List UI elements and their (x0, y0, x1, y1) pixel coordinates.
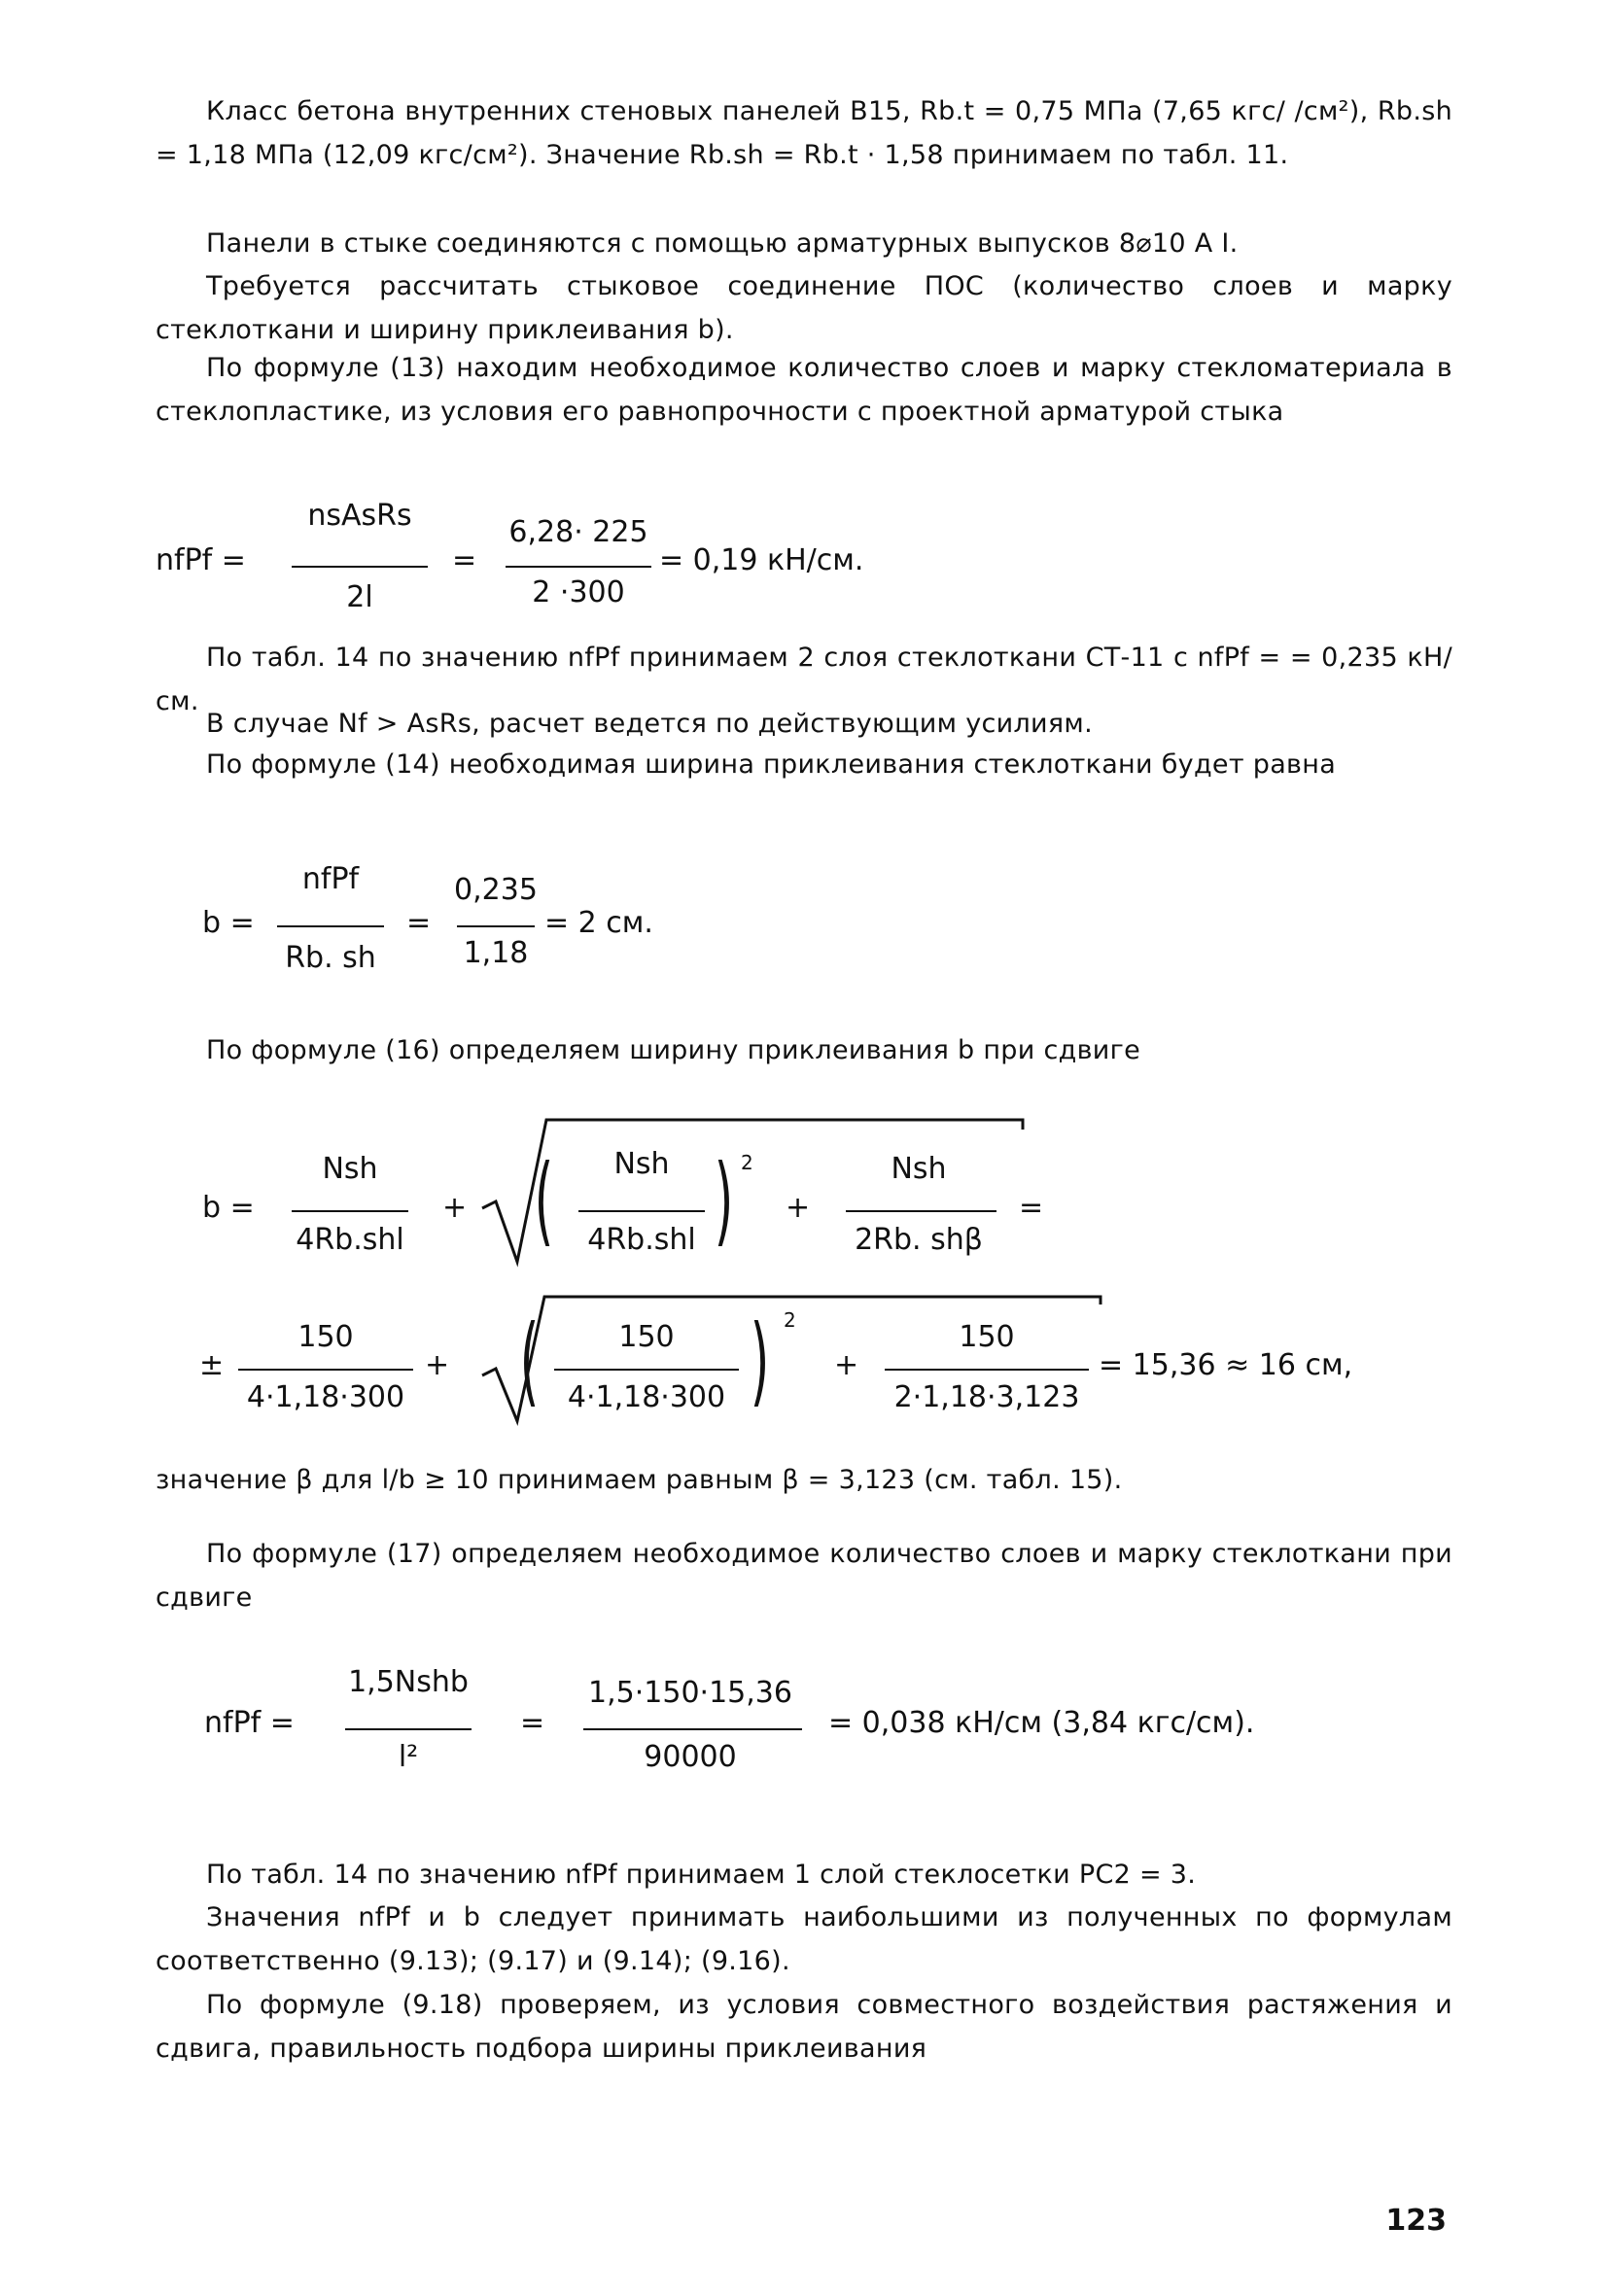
formula5-lhs: nfPf = (204, 1706, 295, 1740)
formula2-den-val: 1,18 (463, 936, 529, 970)
formula4-plus: + (425, 1348, 450, 1382)
formula5-bar-val (583, 1728, 802, 1730)
formula2-lhs: b = (202, 906, 255, 940)
paragraph-table-14: По табл. 14 по значению nfPf принимаем 2 слоя стеклоткани СТ-11 с nfPf = = 0,235 кН/см. (156, 643, 1452, 716)
formula3-eq: = (1019, 1191, 1044, 1225)
formula3-n2: Nsh (613, 1147, 670, 1181)
paragraph-table-14-mesh: По табл. 14 по значению nfPf принимаем 1 слой стеклосетки РС2 = 3. (206, 1860, 1197, 1890)
formula4-bar3 (885, 1369, 1089, 1371)
formula3-lparen: ( (534, 1143, 554, 1257)
paragraph-max-values: Значения nfPf и b следует принимать наибольшими из полученных по формулам соответственно (9.13); (9.17) и (9.14); (9.16). (156, 1902, 1452, 1976)
formula2-bar-sym (277, 925, 384, 927)
formula3-lhs: b = (202, 1191, 255, 1225)
formula5-num-sym: 1,5Nshb (348, 1665, 469, 1699)
formula1-den-val: 2 ·300 (532, 575, 625, 609)
formula4-n1: 150 (297, 1320, 354, 1354)
formula3-bar2 (578, 1210, 705, 1212)
paragraph-formula-17: По формуле (17) определяем необходимое количество слоев и марку стеклоткани при сдвиге (156, 1539, 1452, 1613)
formula3-rparen: ) (714, 1143, 734, 1257)
formula4-pow: 2 (784, 1308, 796, 1332)
formula2-bar-val (457, 925, 535, 927)
formula3-pow: 2 (741, 1151, 753, 1174)
formula1-lhs: nfPf = (156, 543, 246, 577)
formula3-bar1 (292, 1210, 408, 1212)
formula1-num-val: 6,28· 225 (508, 515, 648, 549)
formula2-den-sym: Rb. sh (285, 941, 376, 975)
formula5-den-val: 90000 (644, 1740, 737, 1774)
formula3-d2: 4Rb.shl (587, 1223, 696, 1257)
formula4-lparen: ( (519, 1304, 540, 1417)
formula3-bar3 (846, 1210, 996, 1212)
formula2-result: = 2 см. (544, 906, 653, 940)
formula4-d2: 4·1,18·300 (567, 1380, 726, 1414)
page-number: 123 (1385, 2204, 1447, 2238)
formula1-bar-sym (292, 566, 428, 568)
formula3-plus: + (442, 1191, 468, 1225)
formula5-bar-sym (345, 1728, 472, 1730)
paragraph-beta-value: значение β для l/b ≥ 10 принимаем равным β = 3,123 (см. табл. 15). (156, 1465, 1123, 1495)
paragraph-formula-16: По формуле (16) определяем ширину приклеивания b при сдвиге (206, 1035, 1141, 1065)
formula1-bar-val (506, 566, 651, 568)
paragraph-requirement: Требуется рассчитать стыковое соединение ПОС (количество слоев и марку стеклоткани и ширину приклеивания b). (156, 271, 1452, 345)
formula2-num-sym: nfPf (301, 862, 360, 896)
formula4-bar1 (238, 1369, 413, 1371)
formula4-n2: 150 (618, 1320, 675, 1354)
paragraph-formula-918: По формуле (9.18) проверяем, из условия совместного воздействия растяжения и сдвига, правильность подбора ширины приклеивания (156, 1990, 1452, 2064)
formula2-num-val: 0,235 (454, 873, 538, 907)
formula1-den-sym: 2l (346, 580, 373, 614)
formula3-d3: 2Rb. shβ (855, 1223, 983, 1257)
formula4-result: = 15,36 ≈ 16 см, (1099, 1348, 1353, 1382)
paragraph-formula-14: По формуле (14) необходимая ширина приклеивания стеклоткани будет равна (206, 749, 1337, 780)
formula4-d1: 4·1,18·300 (246, 1380, 405, 1414)
paragraph-condition: В случае Nf > AsRs, расчет ведется по действующим усилиям. (206, 709, 1093, 739)
paragraph-concrete-class: Класс бетона внутренних стеновых панелей В15, Rb.t = 0,75 МПа (7,65 кгс/ /см²), Rb.sh = 1,18 МПа (12,09 кгс/см²). Значение Rb.sh = Rb.t · 1,58 принимаем по табл. 11. (156, 96, 1452, 170)
formula1-num-sym: nsAsRs (307, 499, 412, 533)
formula5-eq: = (520, 1706, 545, 1740)
formula5-num-val: 1,5·150·15,36 (588, 1676, 792, 1710)
formula4-bar2 (554, 1369, 739, 1371)
formula2-eq: = (406, 906, 432, 940)
formula5-result: = 0,038 кН/см (3,84 кгс/см). (828, 1706, 1255, 1740)
formula4-plus2: + (834, 1348, 859, 1382)
paragraph-formula-13: По формуле (13) находим необходимое количество слоев и марку стекломатериала в стеклопластике, из условия его равнопрочности с проектной арматурой стыка (156, 353, 1452, 427)
formula3-d1: 4Rb.shl (296, 1223, 404, 1257)
formula4-d3: 2·1,18·3,123 (893, 1380, 1080, 1414)
formula3-n3: Nsh (891, 1152, 947, 1186)
paragraph-panel-joint: Панели в стыке соединяются с помощью арматурных выпусков 8⌀10 А I. (206, 228, 1239, 259)
formula3-n1: Nsh (322, 1152, 378, 1186)
formula4-n3: 150 (959, 1320, 1015, 1354)
formula4-pm: ± (199, 1348, 225, 1382)
formula1-eq: = (452, 543, 477, 577)
formula4-rparen: ) (750, 1304, 770, 1417)
formula3-plus2: + (786, 1191, 811, 1225)
formula1-result: = 0,19 кН/см. (659, 543, 864, 577)
formula5-den-sym: l² (398, 1740, 419, 1774)
